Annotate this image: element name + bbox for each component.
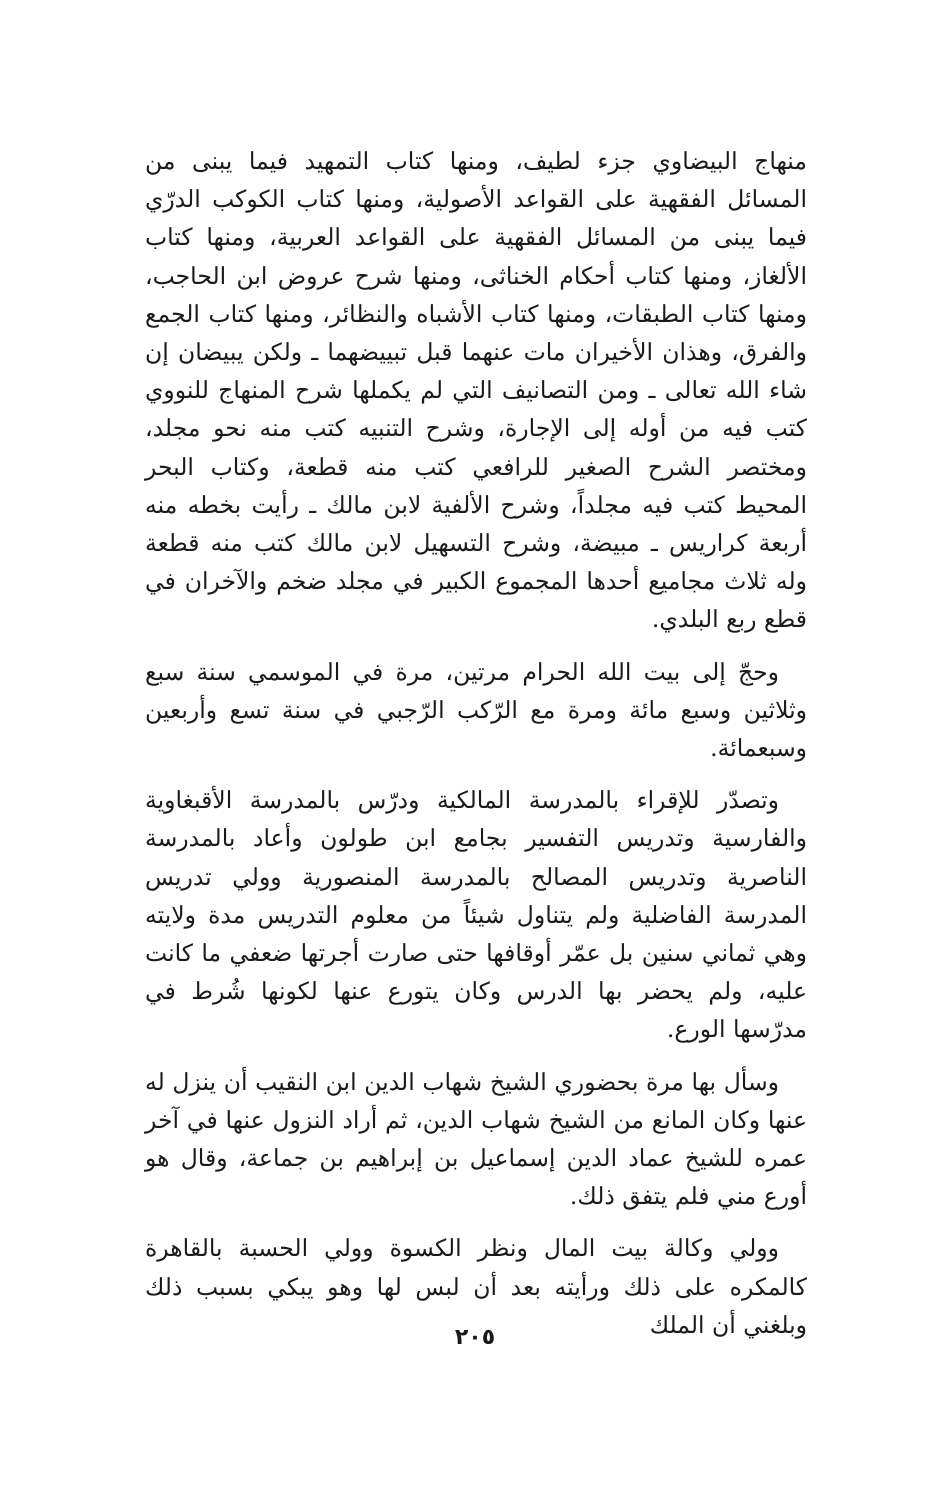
paragraph-pilgrimage: وحجّ إلى بيت الله الحرام مرتين، مرة في الموسمي سنة سبع وثلاثين وسبع مائة ومرة مع الرّكب الرّجبي في سنة تسع وأربعين وسبعمائة.	[145, 657, 807, 763]
body-text	[145, 142, 807, 1344]
paragraph-teaching: وتصدّر للإقراء بالمدرسة المالكية ودرّس بالمدرسة الأقبغاوية والفارسية وتدريس التفسير بجامع ابن طولون وأعاد بالمدرسة الناصرية وتدريس المصالح بالمدرسة المنصورية وولي تدريس المدرسة الفاضلية ولم يتناول شيئاً من معلوم التدريس مدة ولايته وهي ثماني سنين بل عمّر أوقافها حتى صارت أجرتها ضعفي ما كانت عليه، ولم يحضر بها الدرس وكان يتورع عنها لكونها شُرط في مدرّسها الورع.	[145, 786, 807, 1044]
paragraph-works-list: منهاج البيضاوي جزء لطيف، ومنها كتاب التمهيد فيما يبنى من المسائل الفقهية على القواعد الأصولية، ومنها كتاب الكوكب الدرّي فيما يبنى من المسائل الفقهية على القواعد العربية، ومنها كتاب الألغاز، ومنها كتاب أحكام الخناثى، ومنها شرح عروض ابن الحاجب، ومنها كتاب الطبقات، ومنها كتاب الأشباه والنظائر، ومنها كتاب الجمع والفرق، وهذان الأخيران مات عنهما قبل تبييضهما ـ ولكن يبيضان إن شاء الله تعالى ـ ومن التصانيف التي لم يكملها شرح المنهاج للنووي كتب فيه من أوله إلى الإجارة، وشرح التنبيه كتب منه نحو مجلد، ومختصر الشرح الصغير للرافعي كتب منه قطعة، وكتاب البحر المحيط كتب فيه مجلداً، وشرح الألفية لابن مالك ـ رأيت بخطه منه أربعة كراريس ـ مبيضة، وشرح التسهيل لابن مالك كتب منه قطعة وله ثلاث مجاميع أحدها المجموع الكبير في مجلد ضخم والآخران في قطع ربع البلدي.	[145, 147, 807, 634]
paragraph-offices: وولي وكالة بيت المال ونظر الكسوة وولي الحسبة بالقاهرة كالمكره على ذلك ورأيته بعد أن لبس لها وهو يبكي بسبب ذلك وبلغني أن الملك	[145, 1234, 807, 1339]
page-number: ٢٠٥	[454, 1325, 496, 1350]
paragraph-resignation: وسأل بها مرة بحضوري الشيخ شهاب الدين ابن النقيب أن ينزل له عنها وكان المانع من الشيخ شهاب الدين، ثم أراد النزول عنها في آخر عمره للشيخ عماد الدين إسماعيل بن إبراهيم بن جماعة، وقال هو أورع مني فلم يتفق ذلك.	[145, 1067, 807, 1211]
